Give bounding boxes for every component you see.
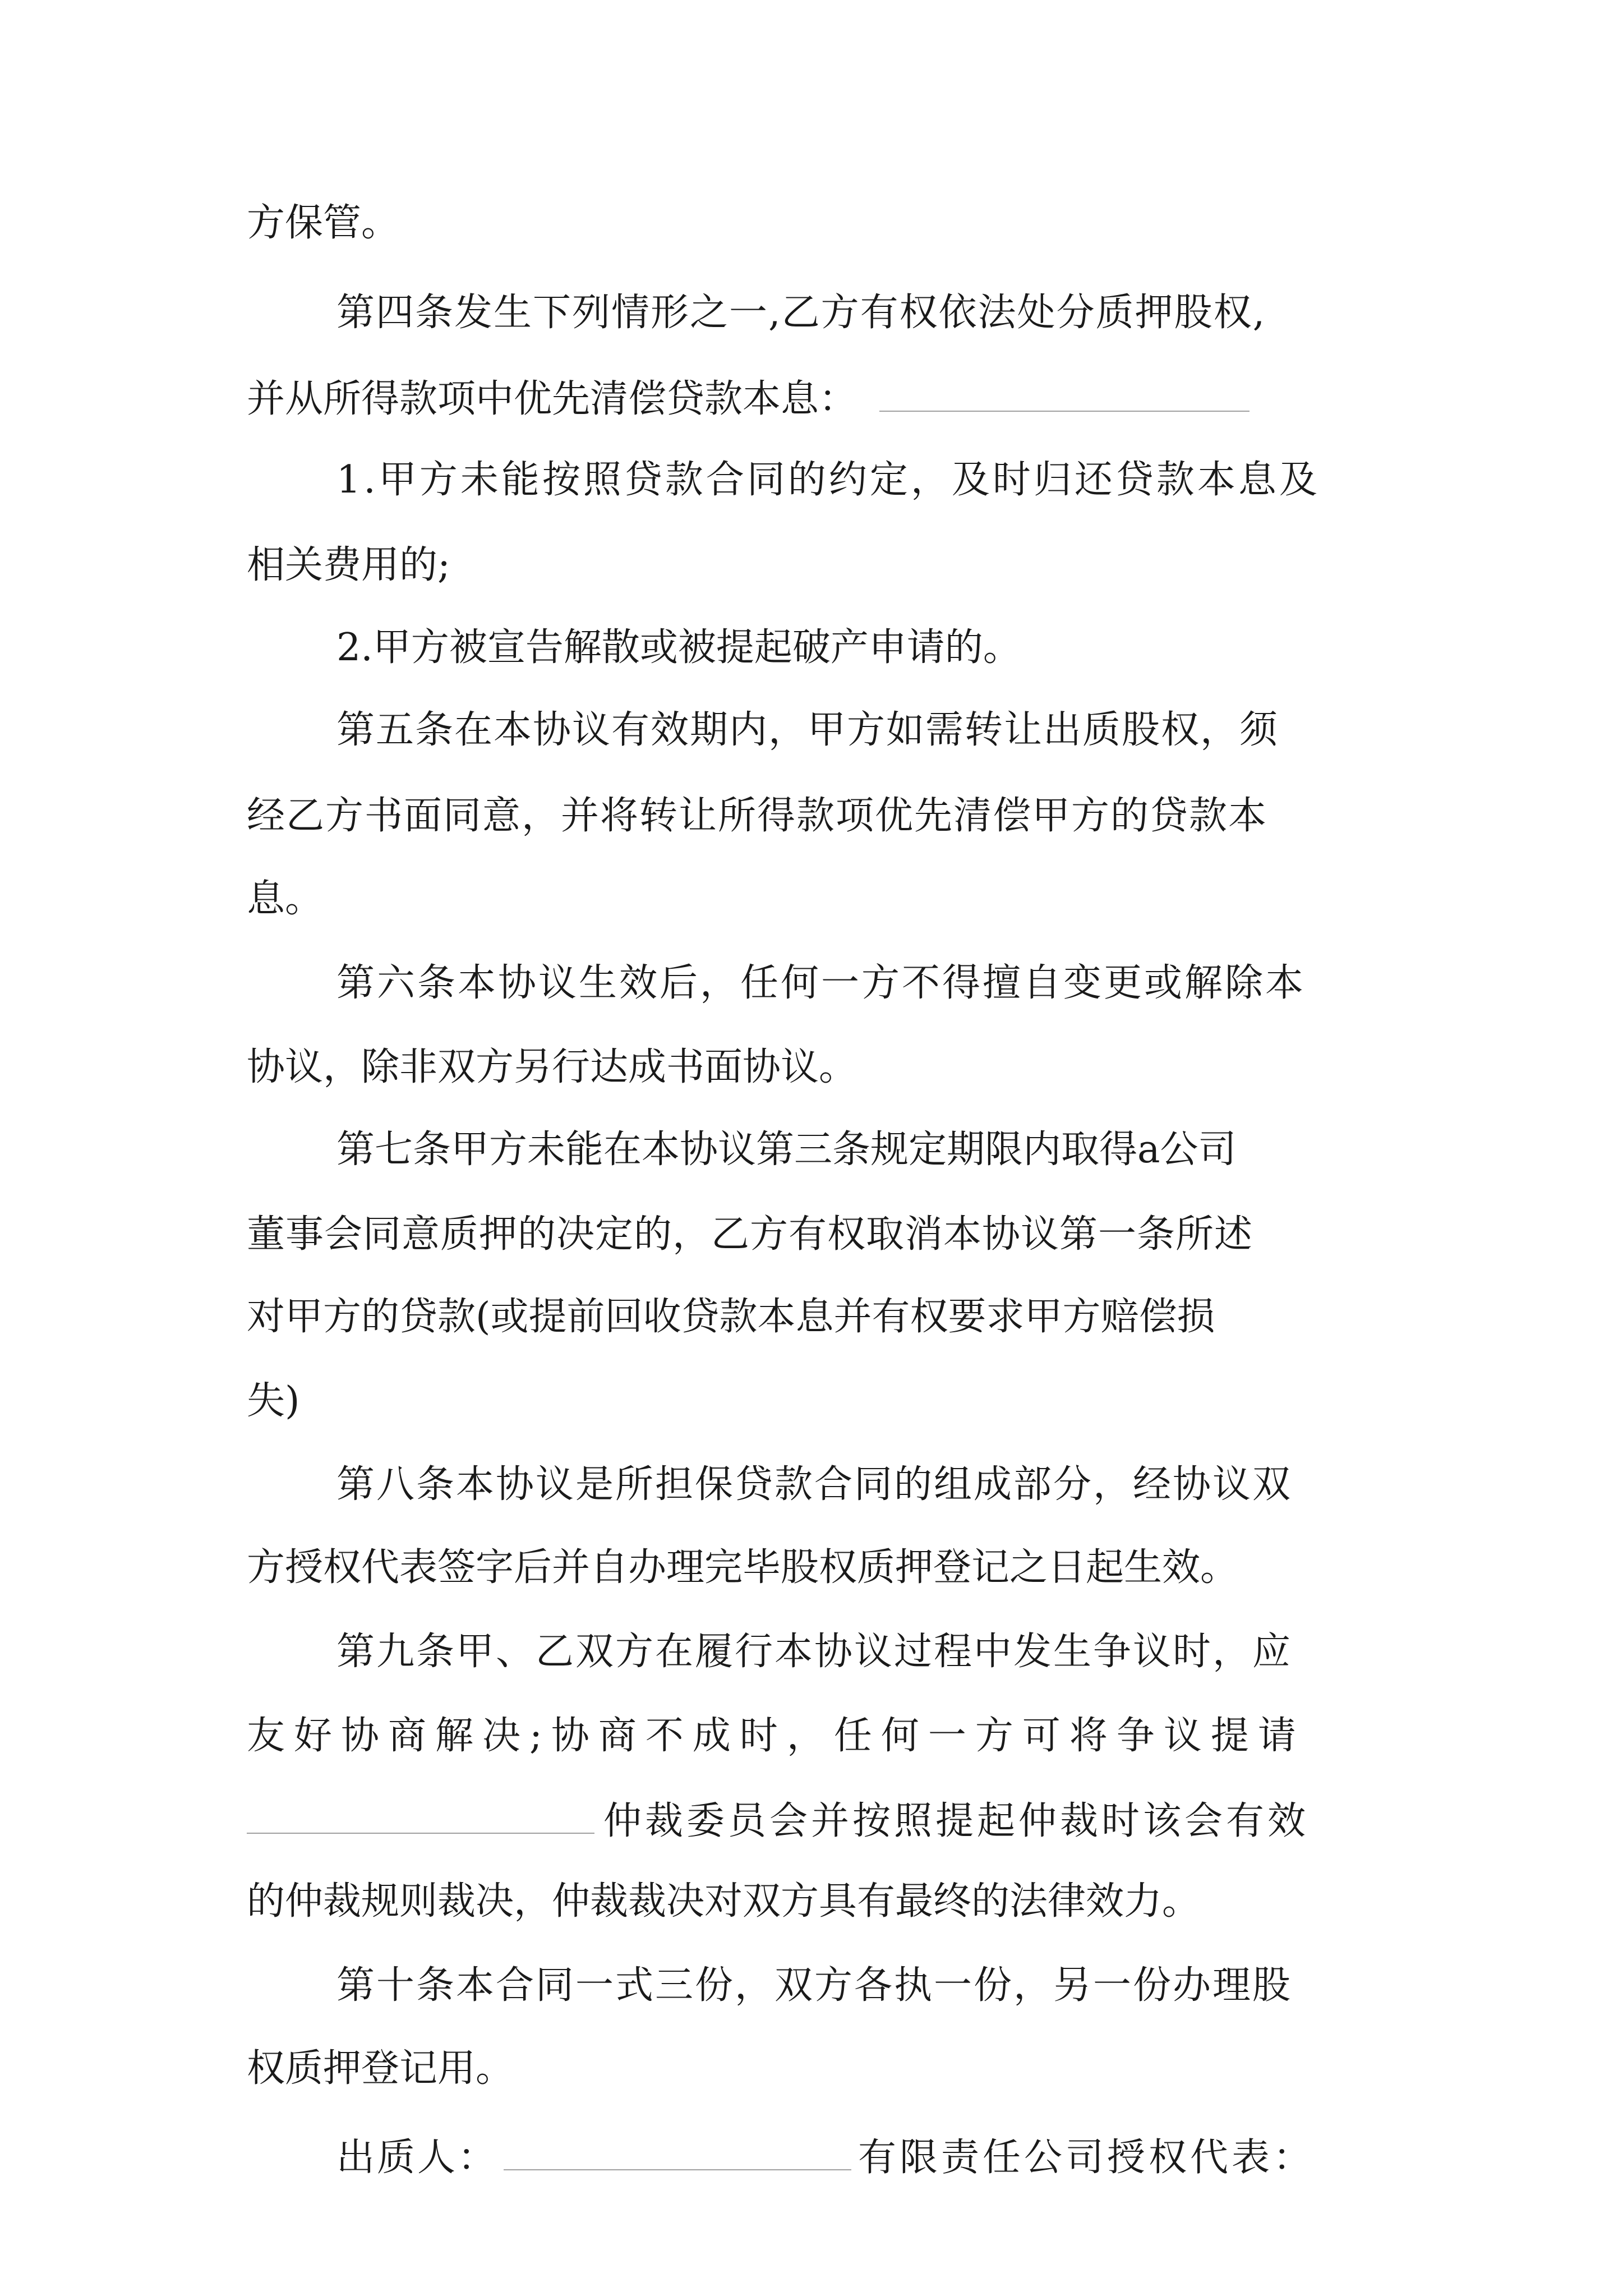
text-line-3 — [247, 370, 1249, 426]
text-line-19: 友好协商解决;协商不成时，任何一方可将争议提请 — [247, 1714, 1305, 1758]
text-line-22: 第十条本合同一式三份，双方各执一份，另一份办理股 — [336, 1963, 1293, 2008]
text-line-20-content: 仲裁委员会并按照提起仲裁时该会有效 — [603, 1799, 1310, 1843]
text-line-6: 2.甲方被宣告解散或被提起破产申请的。 — [336, 625, 1021, 670]
text-line-20 — [247, 1792, 1309, 1848]
text-line-7: 第五条在本协议有效期内，甲方如需转让出质股权，须 — [336, 708, 1279, 752]
text-line-9: 息。 — [247, 877, 324, 921]
text-line-5: 相关费用的; — [247, 543, 450, 587]
representative-label: 有限责任公司授权代表： — [858, 2136, 1315, 2180]
signature-line — [336, 2129, 1315, 2185]
text-line-1: 方保管。 — [247, 201, 400, 245]
text-line-16: 第八条本协议是所担保贷款合同的组成部分，经协议双 — [336, 1462, 1293, 1507]
text-line-8: 经乙方书面同意，并将转让所得款项优先清偿甲方的贷款本 — [247, 794, 1268, 838]
text-line-15: 失) — [247, 1379, 300, 1423]
text-line-18: 第九条甲、乙双方在履行本协议过程中发生争议时，应 — [336, 1630, 1293, 1674]
text-line-14: 对甲方的贷款(或提前回收贷款本息并有权要求甲方赔偿损 — [247, 1295, 1215, 1339]
pledgor-blank — [504, 2129, 851, 2170]
text-line-17: 方授权代表签字后并自办理完毕股权质押登记之日起生效。 — [247, 1545, 1239, 1590]
text-line-11: 协议，除非双方另行达成书面协议。 — [247, 1045, 857, 1089]
blank-line-1 — [879, 370, 1249, 412]
text-line-12: 第七条甲方未能在本协议第三条规定期限内取得a公司 — [336, 1128, 1237, 1172]
text-line-4: 1.甲方未能按照贷款合同的约定，及时归还贷款本息及 — [336, 458, 1320, 502]
text-line-21: 的仲裁规则裁决，仲裁裁决对双方具有最终的法律效力。 — [247, 1879, 1201, 1924]
text-line-23: 权质押登记用。 — [247, 2046, 514, 2091]
blank-line-2 — [247, 1792, 594, 1834]
text-line-10: 第六条本协议生效后，任何一方不得擅自变更或解除本 — [336, 961, 1306, 1005]
text-line-3-content: 并从所得款项中优先清偿贷款本息： — [247, 377, 857, 421]
text-line-2: 第四条发生下列情形之一,乙方有权依法处分质押股权, — [336, 291, 1266, 335]
pledgor-label: 出质人： — [336, 2136, 499, 2180]
text-line-13: 董事会同意质押的决定的，乙方有权取消本协议第一条所述 — [247, 1212, 1253, 1257]
